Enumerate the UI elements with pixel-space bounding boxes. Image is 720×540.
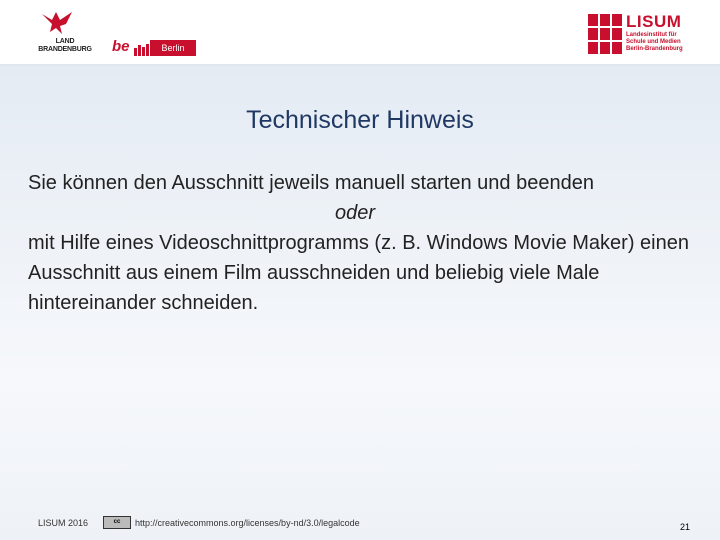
slide-body xyxy=(28,168,698,318)
lisum-logo xyxy=(588,14,694,56)
lisum-logo-name: LISUM xyxy=(626,12,682,31)
lisum-grid-icon xyxy=(588,14,624,54)
berlin-logo-prefix: be xyxy=(112,38,130,55)
brandenburg-logo xyxy=(30,8,100,60)
eagle-icon xyxy=(38,8,78,36)
body-paragraph-1: Sie können den Ausschnitt jeweils manuell starten und beenden xyxy=(28,172,594,194)
brandenburg-line-2: BRANDENBURG xyxy=(38,46,92,53)
lisum-line-1: Landesinstitut für xyxy=(626,32,677,38)
footer-copyright: LISUM 2016 xyxy=(38,518,89,528)
brandenburg-logo-text xyxy=(30,38,100,54)
page-number: 21 xyxy=(680,522,691,532)
lisum-logo-subtitle xyxy=(626,32,683,53)
lisum-line-2: Schule und Medien xyxy=(626,39,681,45)
berlin-logo-box: Berlin xyxy=(150,40,196,56)
body-paragraph-2: mit Hilfe eines Videoschnittprogramms (z. B. Windows Movie Maker) einen Ausschnitt aus einem Film ausschneiden und beliebig viele Male hintereinander schneiden. xyxy=(28,232,689,314)
license-link[interactable]: http://creativecommons.org/licenses/by-nd/3.0/legalcode xyxy=(135,518,360,528)
header-divider xyxy=(0,64,720,66)
brandenburg-line-1: LAND xyxy=(55,38,75,45)
berlin-bars-icon xyxy=(134,42,150,56)
lisum-line-3: Berlin-Brandenburg xyxy=(626,46,683,52)
body-connector: oder xyxy=(335,202,376,224)
slide-title: Technischer Hinweis xyxy=(246,106,474,134)
cc-license-icon[interactable]: cc xyxy=(103,516,131,529)
